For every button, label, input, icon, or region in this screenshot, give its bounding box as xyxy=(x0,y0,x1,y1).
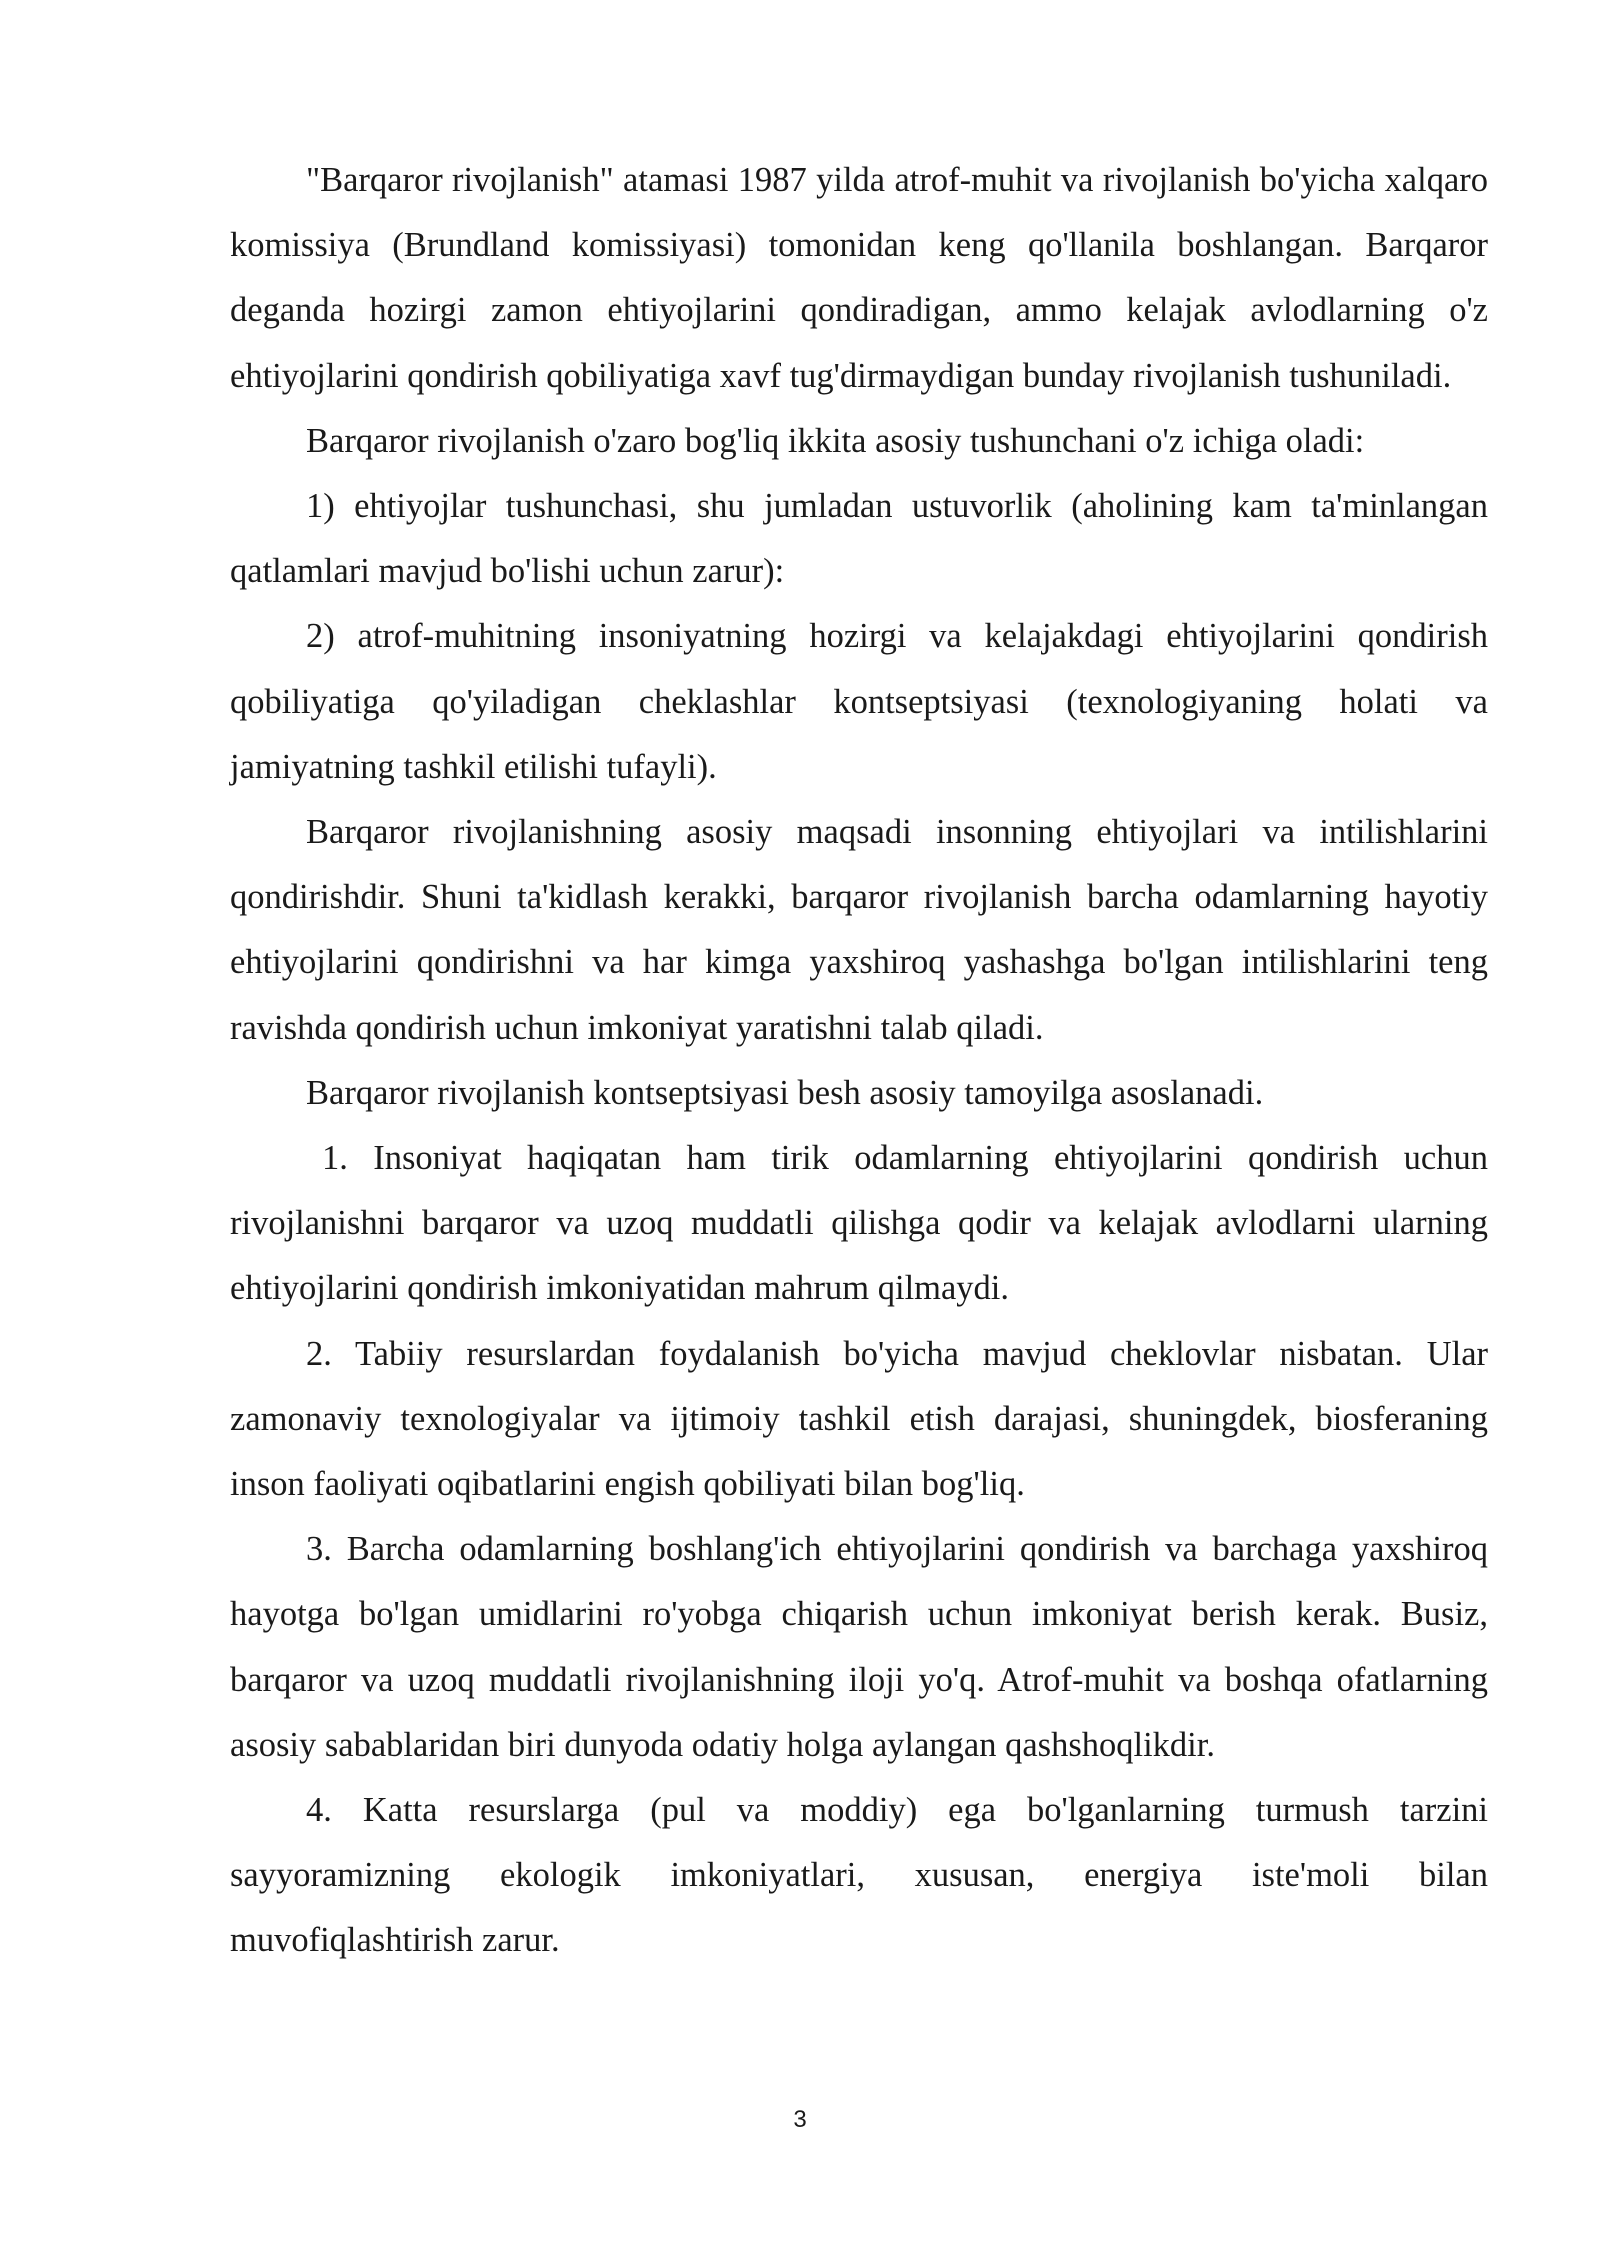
paragraph-principle-2: 2. Tabiiy resurslardan foydalanish bo'yicha mavjud cheklovlar nisbatan. Ular zamonaviy texnologiyalar va ijtimoiy tashkil etish darajasi, shuningdek, biosferaning inson faoliyati oqibatlarini engish qobiliyati bilan bog'liq. xyxy=(230,1334,1488,1504)
paragraph-five-principles-intro: Barqaror rivojlanish kontseptsiyasi besh asosiy tamoyilga asoslanadi. xyxy=(306,1073,1264,1112)
paragraph-principle-1: 1. Insoniyat haqiqatan ham tirik odamlarning ehtiyojlarini qondirish uchun rivojlanishni barqaror va uzoq muddatli qilishga qodir va kelajak avlodlarni ularning ehtiyojlarini qondirish imkoniyatidan mahrum qilmaydi. xyxy=(230,1139,1488,1308)
paragraph-two-concepts-intro: Barqaror rivojlanish o'zaro bog'liq ikkita asosiy tushunchani o'z ichiga oladi: xyxy=(306,421,1365,460)
paragraph-concept-needs: 1) ehtiyojlar tushunchasi, shu jumladan ustuvorlik (aholining kam ta'minlangan qatlamlari mavjud bo'lishi uchun zarur): xyxy=(230,487,1488,591)
paragraph-concept-limitations: 2) atrof-muhitning insoniyatning hozirgi va kelajakdagi ehtiyojlarini qondirish qobiliyatiga qo'yiladigan cheklashlar kontseptsiyasi (texnologiyaning holati va jamiyatning tashkil etilishi tufayli). xyxy=(230,617,1488,786)
document-body xyxy=(230,148,1488,1974)
paragraph-brundtland-definition: "Barqaror rivojlanish" atamasi 1987 yilda atrof-muhit va rivojlanish bo'yicha xalqaro komissiya (Brundland komissiyasi) tomonidan keng qo'llanila boshlangan. Barqaror deganda hozirgi zamon ehtiyojlarini qondiradigan, ammo kelajak avlodlarning o'z ehtiyojlarini qondirish qobiliyatiga xavf tug'dirmaydigan bunday rivojlanish tushuniladi. xyxy=(230,161,1488,395)
paragraph-principle-3: 3. Barcha odamlarning boshlang'ich ehtiyojlarini qondirish va barchaga yaxshiroq hayotga bo'lgan umidlarini ro'yobga chiqarish uchun imkoniyat berish kerak. Busiz, barqaror va uzoq muddatli rivojlanishning iloji yo'q. Atrof-muhit va boshqa ofatlarning asosiy sabablaridan biri dunyoda odatiy holga aylangan qashshoqlikdir. xyxy=(230,1530,1488,1764)
paragraph-main-goal: Barqaror rivojlanishning asosiy maqsadi insonning ehtiyojlari va intilishlarini qondirishdir. Shuni ta'kidlash kerakki, barqaror rivojlanish barcha odamlarning hayotiy ehtiyojlarini qondirishni va har kimga yaxshiroq yashashga bo'lgan intilishlarini teng ravishda qondirish uchun imkoniyat yaratishni talab qiladi. xyxy=(230,813,1488,1047)
page-number: 3 xyxy=(793,2106,807,2133)
paragraph-principle-4: 4. Katta resurslarga (pul va moddiy) ega bo'lganlarning turmush tarzini sayyoramizning ekologik imkoniyatlari, xususan, energiya iste'moli bilan muvofiqlashtirish zarur. xyxy=(230,1791,1488,1960)
